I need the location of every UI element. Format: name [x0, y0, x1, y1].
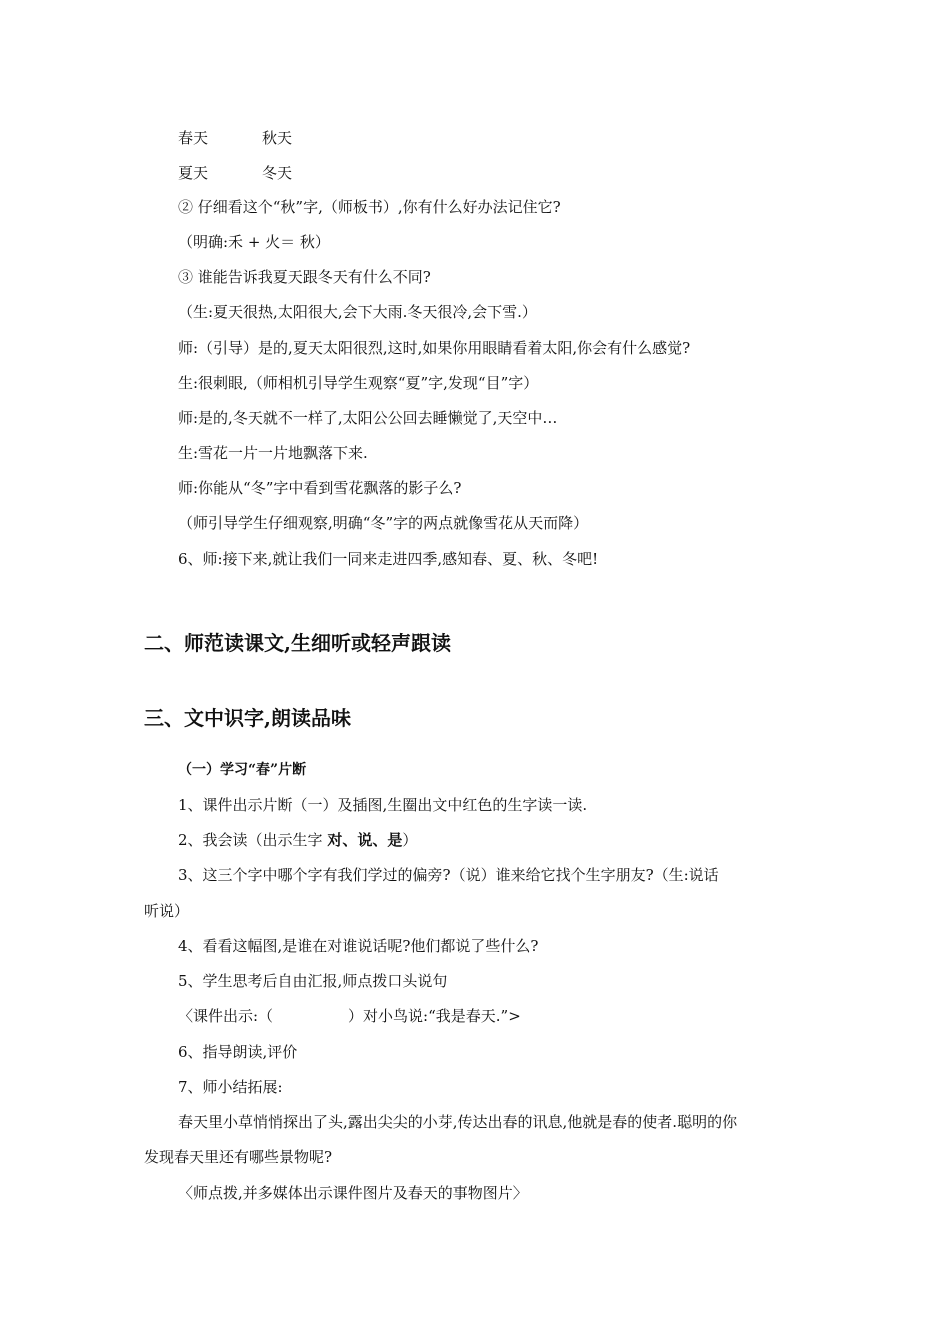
season-winter: 冬天 [262, 164, 293, 182]
text-span: 2、我会读（出示生字 [178, 831, 328, 849]
new-characters: 对、说、是 [327, 831, 403, 849]
text-line: 〈师点拨,并多媒体出示课件图片及春天的事物图片〉 [178, 1184, 528, 1202]
text-line: 生:很刺眼,（师相机引导学生观察“夏”字,发现“目”字） [178, 374, 539, 392]
text-line: 6、师:接下来,就让我们一同来走进四季,感知春、夏、秋、冬吧! [178, 550, 599, 568]
text-line-bold-chars [178, 830, 417, 850]
text-line: 6、指导朗读,评价 [178, 1043, 298, 1061]
text-line: 〈课件出示:（ ）对小鸟说:“我是春天.”> [178, 1007, 521, 1025]
text-span: ） [402, 831, 418, 849]
text-line: （生:夏天很热,太阳很大,会下大雨.冬天很冷,会下雪.） [178, 303, 537, 321]
season-row-2 [178, 163, 293, 183]
text-line: 听说） [144, 902, 190, 920]
season-summer: 夏天 [178, 164, 209, 182]
text-line: 师:是的,冬天就不一样了,太阳公公回去睡懒觉了,天空中… [178, 409, 558, 427]
text-line: 师:（引导）是的,夏天太阳很烈,这时,如果你用眼睛看着太阳,你会有什么感觉? [178, 339, 691, 357]
text-line: 春天里小草悄悄探出了头,露出尖尖的小芽,传达出春的讯息,他就是春的使者.聪明的你 [178, 1113, 738, 1131]
text-line: 3、这三个字中哪个字有我们学过的偏旁?（说）谁来给它找个生字朋友?（生:说话 [178, 866, 719, 884]
text-line: ② 仔细看这个“秋”字,（师板书）,你有什么好办法记住它? [178, 198, 561, 216]
text-line: （明确:禾 + 火＝ 秋） [178, 233, 330, 251]
subsection-title: （一）学习“春”片断 [178, 762, 307, 778]
text-line: 4、看看这幅图,是谁在对谁说话呢?他们都说了些什么? [178, 937, 539, 955]
text-line: 7、师小结拓展: [178, 1078, 283, 1096]
text-line: 发现春天里还有哪些景物呢? [144, 1148, 333, 1166]
text-line: （师引导学生仔细观察,明确“冬”字的两点就像雪花从天而降） [178, 514, 589, 532]
section-heading-3: 三、文中识字,朗读品味 [144, 706, 351, 730]
text-line: 生:雪花一片一片地飘落下来. [178, 444, 368, 462]
text-line: 5、学生思考后自由汇报,师点拨口头说句 [178, 972, 448, 990]
season-spring: 春天 [178, 129, 209, 147]
season-autumn: 秋天 [262, 129, 293, 147]
text-line: ③ 谁能告诉我夏天跟冬天有什么不同? [178, 268, 431, 286]
season-row-1 [178, 128, 293, 148]
text-line: 师:你能从“冬”字中看到雪花飘落的影子么? [178, 479, 462, 497]
section-heading-2: 二、师范读课文,生细听或轻声跟读 [144, 631, 451, 655]
text-line: 1、课件出示片断（一）及插图,生圈出文中红色的生字读一读. [178, 796, 588, 814]
